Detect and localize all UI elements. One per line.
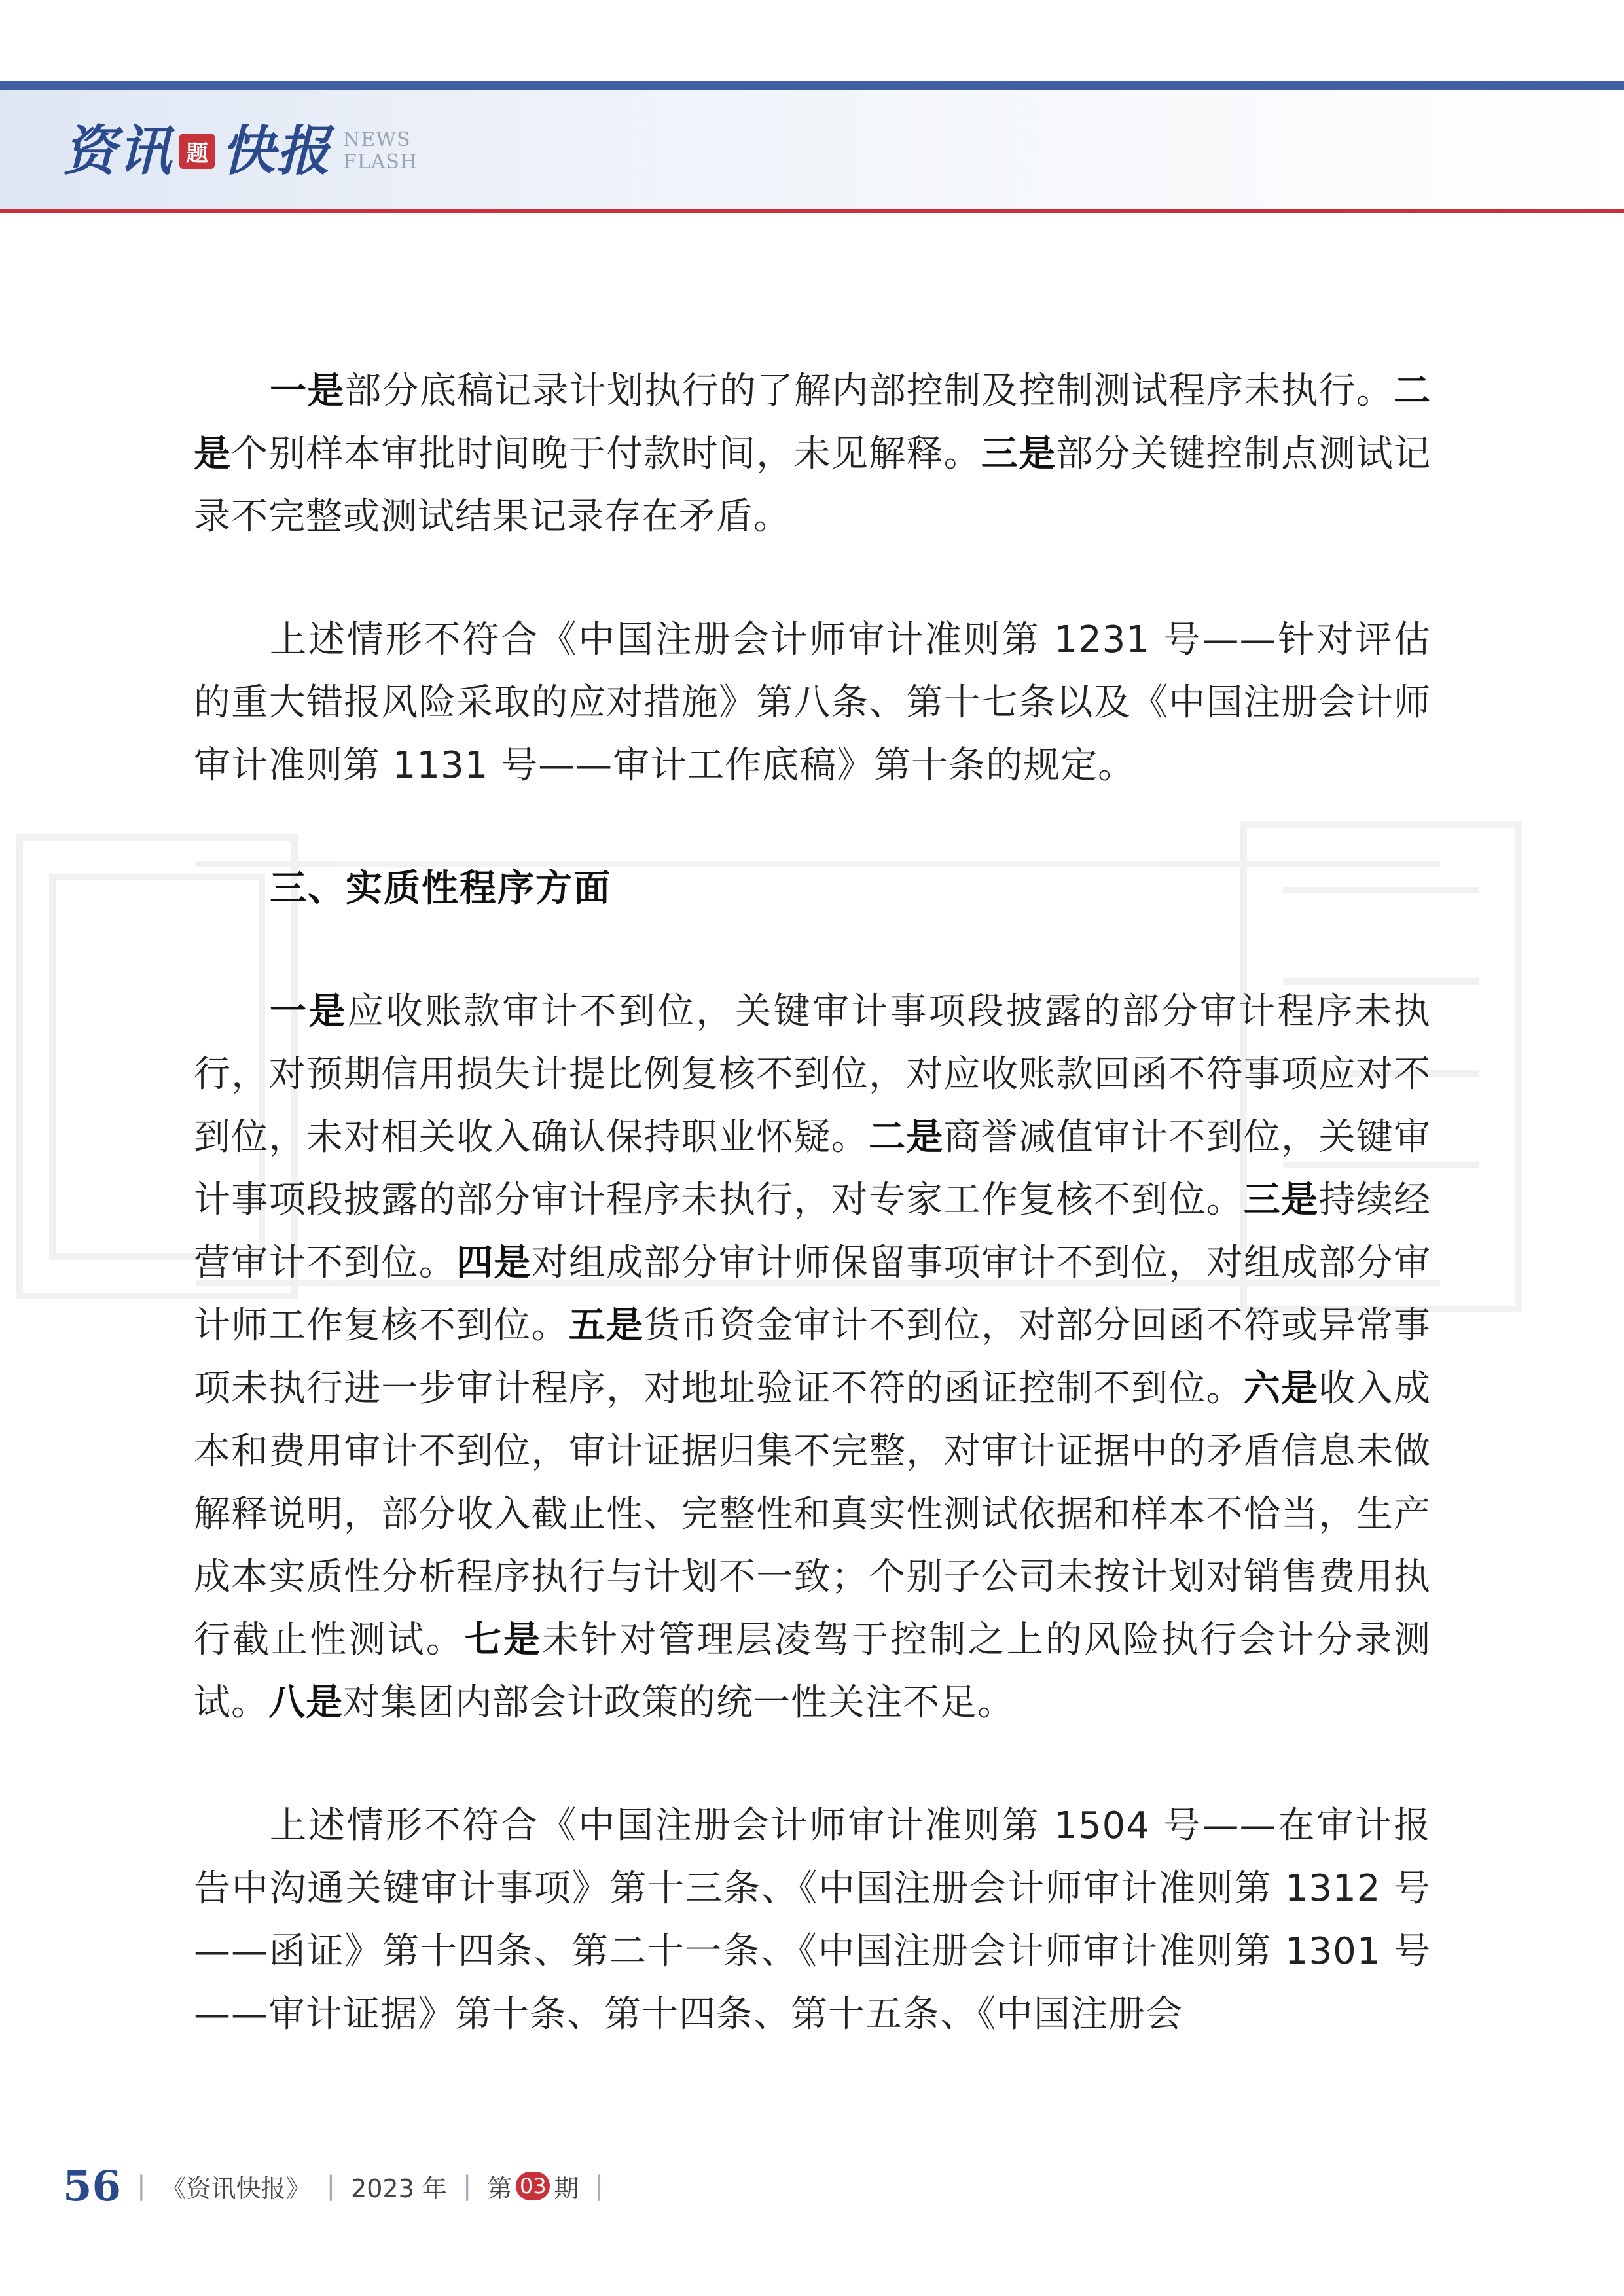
footer-publication: 《资讯快报》 [161, 2174, 311, 2203]
item-text: 部分底稿记录计划执行的了解内部控制及控制测试程序未执行。 [344, 370, 1394, 412]
item-label: 一是 [270, 990, 348, 1033]
page-number: 56 [63, 2161, 122, 2211]
item-text: 对组成部分审计师保留事项审计不到位，对组成部分审计师工作复核不到位。 [194, 1242, 1431, 1347]
item-label: 三是 [981, 433, 1056, 475]
logo-word-2: 快报 [221, 120, 331, 183]
footer-separator: | [462, 2171, 472, 2201]
logo-seal-icon: 题 [179, 134, 215, 169]
item-text: 应收账款审计不到位，关键审计事项段披露的部分审计程序未执行，对预期信用损失计提比例复核不到位，对应收账款回函不符事项应对不到位，未对相关收入确认保持职业怀疑。 [194, 990, 1432, 1158]
item-text: 收入成本和费用审计不到位，审计证据归集不完整，对审计证据中的矛盾信息未做解释说明，部分收入截止性、完整性和真实性测试依据和样本不恰当，生产成本实质性分析程序执行与计划不一致；个别子公司未按计划对销售费用执行截止性测试。 [194, 1367, 1431, 1661]
footer-separator: | [594, 2171, 604, 2201]
header-divider [0, 209, 1624, 213]
item-label: 六是 [1243, 1367, 1319, 1410]
footer-issue-prefix: 第 [487, 2174, 513, 2203]
paragraph-standards-reference-1: 上述情形不符合《中国注册会计师审计准则第 1231 号——针对评估的重大错报风险采取的应对措施》第八条、第十七条以及《中国注册会计师审计准则第 1131 号——审计工作底稿》第十条的规定。 [194, 619, 1431, 787]
paragraph-control-test-issues [194, 360, 1431, 548]
publication-logo [63, 115, 418, 187]
item-text: 个别样本审批时间晚于付款时间，未见解释。 [231, 433, 981, 475]
footer-year: 2023 年 [351, 2174, 447, 2203]
item-label: 一是 [270, 370, 345, 412]
item-text: 货币资金审计不到位，对部分回函不符或异常事项未执行进一步审计程序，对地址验证不符的函证控制不到位。 [194, 1304, 1431, 1410]
item-text: 对集团内部会计政策的统一性关注不足。 [343, 1681, 1015, 1724]
item-label: 七是 [464, 1619, 543, 1661]
item-text: 部分关键控制点测试记录不完整或测试结果记录存在矛盾。 [194, 433, 1431, 538]
item-label: 三是 [1243, 1179, 1319, 1221]
item-label: 五是 [568, 1304, 644, 1347]
item-label: 二是 [869, 1116, 944, 1158]
logo-word-1: 资讯 [63, 120, 173, 183]
logo-english-line2: FLASH [343, 151, 418, 173]
paragraph-standards-reference-2: 上述情形不符合《中国注册会计师审计准则第 1504 号——在审计报告中沟通关键审计事项》第十三条、《中国注册会计师审计准则第 1312 号——函证》第十四条、第二十一条、《中国注册会计师审计准则第 1301 号——审计证据》第十条、第十四条、第十五条、《中国注册会 [194, 1804, 1431, 2036]
item-text: 未针对管理层凌驾于控制之上的风险执行会计分录测试。 [194, 1619, 1432, 1724]
item-text: 商誉减值审计不到位，关键审计事项段披露的部分审计程序未执行，对专家工作复核不到位。 [194, 1116, 1431, 1221]
item-text: 持续经营审计不到位。 [194, 1179, 1431, 1284]
article-body [194, 360, 1431, 2106]
item-label: 四是 [456, 1242, 532, 1284]
section-title-substantive-procedures: 三、实质性程序方面 [270, 867, 611, 910]
logo-english [343, 129, 418, 173]
footer-issue-badge: 03 [516, 2172, 550, 2200]
paragraph-substantive-issues [194, 980, 1431, 1734]
footer-separator: | [137, 2171, 146, 2201]
header-top-bar [0, 81, 1624, 90]
footer-separator: | [326, 2171, 336, 2201]
item-label: 二是 [194, 370, 1432, 475]
logo-english-line1: NEWS [343, 128, 411, 151]
item-label: 八是 [268, 1681, 343, 1724]
page-footer [63, 2160, 619, 2212]
footer-issue-suffix: 期 [554, 2174, 579, 2203]
